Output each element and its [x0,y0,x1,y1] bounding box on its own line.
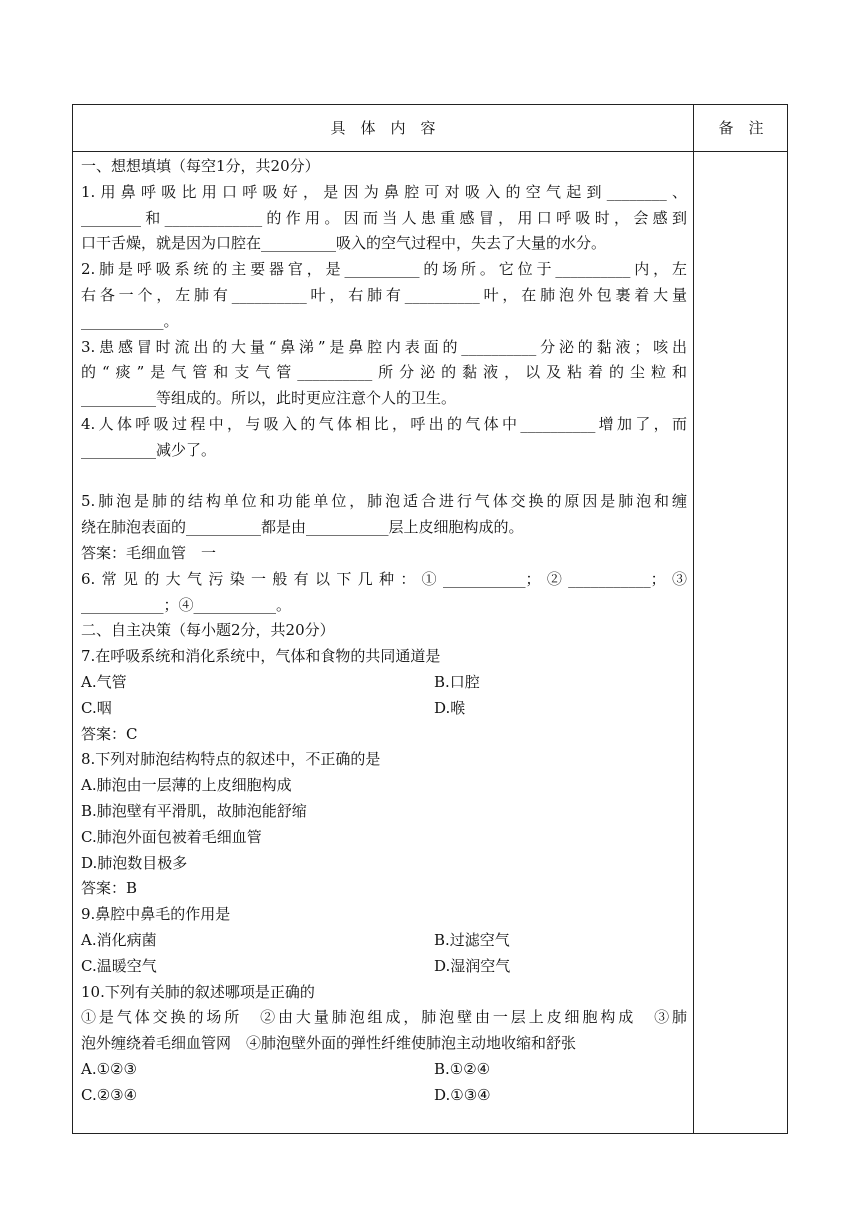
question-line: 3.患感冒时流出的大量“鼻涕”是鼻腔内表面的__________分泌的黏液；咳出 [81,337,687,356]
option: C.咽 [81,698,112,717]
question-line: ①是气体交换的场所 ②由大量肺泡组成，肺泡壁由一层上皮细胞构成 ③肺 [81,1008,687,1027]
question-line: 5.肺泡是肺的结构单位和功能单位，肺泡适合进行气体交换的原因是肺泡和缠 [81,492,687,511]
question-stem: 10.下列有关肺的叙述哪项是正确的 [81,982,315,1001]
option: A.①②③ [81,1059,137,1078]
question-line: 的“痰”是气管和支气管__________所分泌的黏液，以及粘着的尘粒和 [81,363,687,382]
section-title-choice: 二、自主决策（每小题2分，共20分） [81,621,335,640]
content-table [72,104,788,1134]
option: D.湿润空气 [434,956,511,975]
answer-line: 答案：毛细血管 一 [81,543,217,562]
option: A.消化病菌 [81,930,157,949]
header-notes: 备 注 [718,119,764,137]
question-line: 4.人体呼吸过程中，与吸入的气体相比，呼出的气体中__________增加了，而 [81,414,687,433]
option-row [81,954,687,980]
blank-spacer [81,464,687,490]
question-line: ________和_____________的作用。因而当人患重感冒，用口呼吸时，会感到 [81,208,687,227]
option: C.肺泡外面包被着毛细血管 [81,827,262,846]
option: A.肺泡由一层薄的上皮细胞构成 [81,776,292,795]
option: C.温暖空气 [81,956,157,975]
answer-line: 答案：B [81,879,138,898]
question-line: 口干舌燥，就是因为口腔在__________吸入的空气过程中，失去了大量的水分。 [81,234,607,253]
question-line: 绕在肺泡表面的__________都是由___________层上皮细胞构成的。 [81,518,524,537]
option-row [81,1083,687,1109]
question-stem: 8.下列对肺泡结构特点的叙述中，不正确的是 [81,750,381,769]
question-line: __________等组成的。所以，此时更应注意个人的卫生。 [81,389,457,408]
content-body [81,154,687,1108]
option-row [81,670,687,696]
option-row [81,696,687,722]
option: D.喉 [434,698,466,717]
question-line: 右各一个，左肺有__________叶，右肺有__________叶，在肺泡外包裹着大量 [81,285,687,304]
question-line: 泡外缠绕着毛细血管网 ④肺泡壁外面的弹性纤维使肺泡主动地收缩和舒张 [81,1034,577,1053]
section-title-fill: 一、想想填填（每空1分，共20分） [81,157,320,175]
option: D.①③④ [434,1085,491,1104]
option-row [81,1057,687,1083]
question-stem: 7.在呼吸系统和消化系统中，气体和食物的共同通道是 [81,647,441,666]
header-content: 具 体 内 容 [330,119,436,137]
option: C.②③④ [81,1085,138,1104]
option: B.肺泡壁有平滑肌，故肺泡能舒缩 [81,801,307,820]
option-row [81,928,687,954]
option: B.口腔 [434,672,480,691]
question-line: 1.用鼻呼吸比用口呼吸好，是因为鼻腔可对吸入的空气起到________、 [81,182,687,201]
question-line: 6.常见的大气污染一般有以下几种：①___________；②___________；③ [81,569,687,588]
header-divider [73,151,787,152]
question-stem: 9.鼻腔中鼻毛的作用是 [81,905,231,924]
column-divider [693,105,694,1133]
option: D.肺泡数目极多 [81,853,188,872]
option: A.气管 [81,672,127,691]
question-line: 2.肺是呼吸系统的主要器官，是__________的场所。它位于__________内，左 [81,260,687,279]
question-line: ___________。 [81,311,179,330]
option: B.①②④ [434,1059,491,1078]
question-line: ___________；④___________。 [81,595,292,614]
option: B.过滤空气 [434,930,510,949]
question-line: __________减少了。 [81,440,217,459]
answer-line: 答案：C [81,724,138,743]
